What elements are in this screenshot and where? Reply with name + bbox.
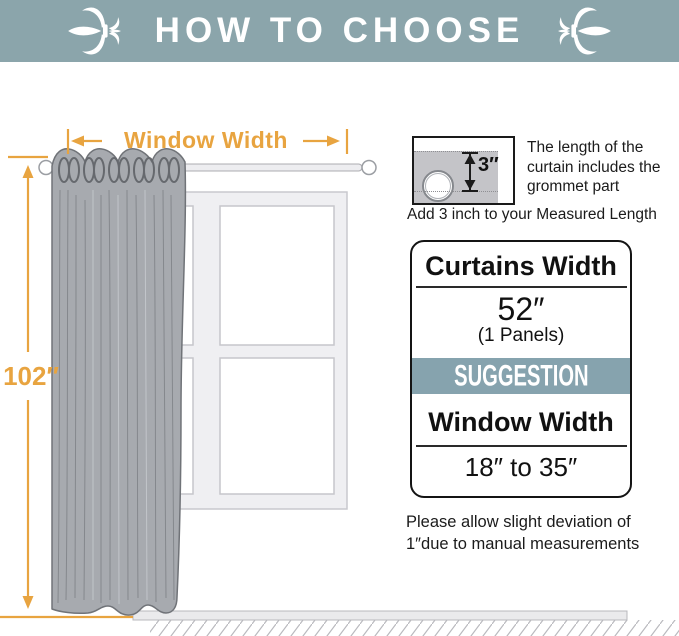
- rod-finial-left: [39, 161, 53, 175]
- curtain-panel: [52, 149, 185, 615]
- grommet-ring-icon: [422, 170, 454, 202]
- grommet-note: The length of the curtain includes the grommet part: [527, 139, 661, 195]
- arrow-down-icon: [23, 596, 34, 609]
- curtains-width-heading: Curtains Width: [425, 251, 617, 281]
- arrow-right-icon: [327, 136, 340, 147]
- grommet-detail-box: [412, 136, 515, 205]
- suggestion-label: SUGGESTION: [453, 359, 589, 392]
- footnote-line2: 1″due to manual measurements: [406, 535, 640, 553]
- window: [164, 192, 347, 509]
- arrow-up-icon: [23, 165, 34, 178]
- page-title: HOW TO CHOOSE: [154, 11, 525, 50]
- curtain-length-label: 102″: [3, 361, 59, 391]
- floor: [133, 611, 679, 636]
- divider: [416, 286, 627, 288]
- suggestion-band: [412, 358, 630, 394]
- grommet-length-value: 3″: [478, 154, 499, 176]
- arrow-left-icon: [71, 136, 84, 147]
- rod-finial-right: [362, 161, 376, 175]
- floor-hatching: [150, 620, 679, 636]
- footnote-line1: Please allow slight deviation of: [406, 513, 631, 531]
- curtains-width-value: 52″: [497, 291, 545, 327]
- deviation-footnote: [406, 511, 672, 555]
- window-width-range: 18″ to 35″: [464, 452, 578, 482]
- add-length-instruction: Add 3 inch to your Measured Length: [407, 206, 657, 223]
- divider: [416, 445, 627, 447]
- window-width-heading: Window Width: [428, 407, 614, 437]
- size-chart-box: [410, 240, 632, 498]
- panels-note: (1 Panels): [477, 325, 565, 346]
- window-width-measure-label: Window Width: [124, 127, 288, 153]
